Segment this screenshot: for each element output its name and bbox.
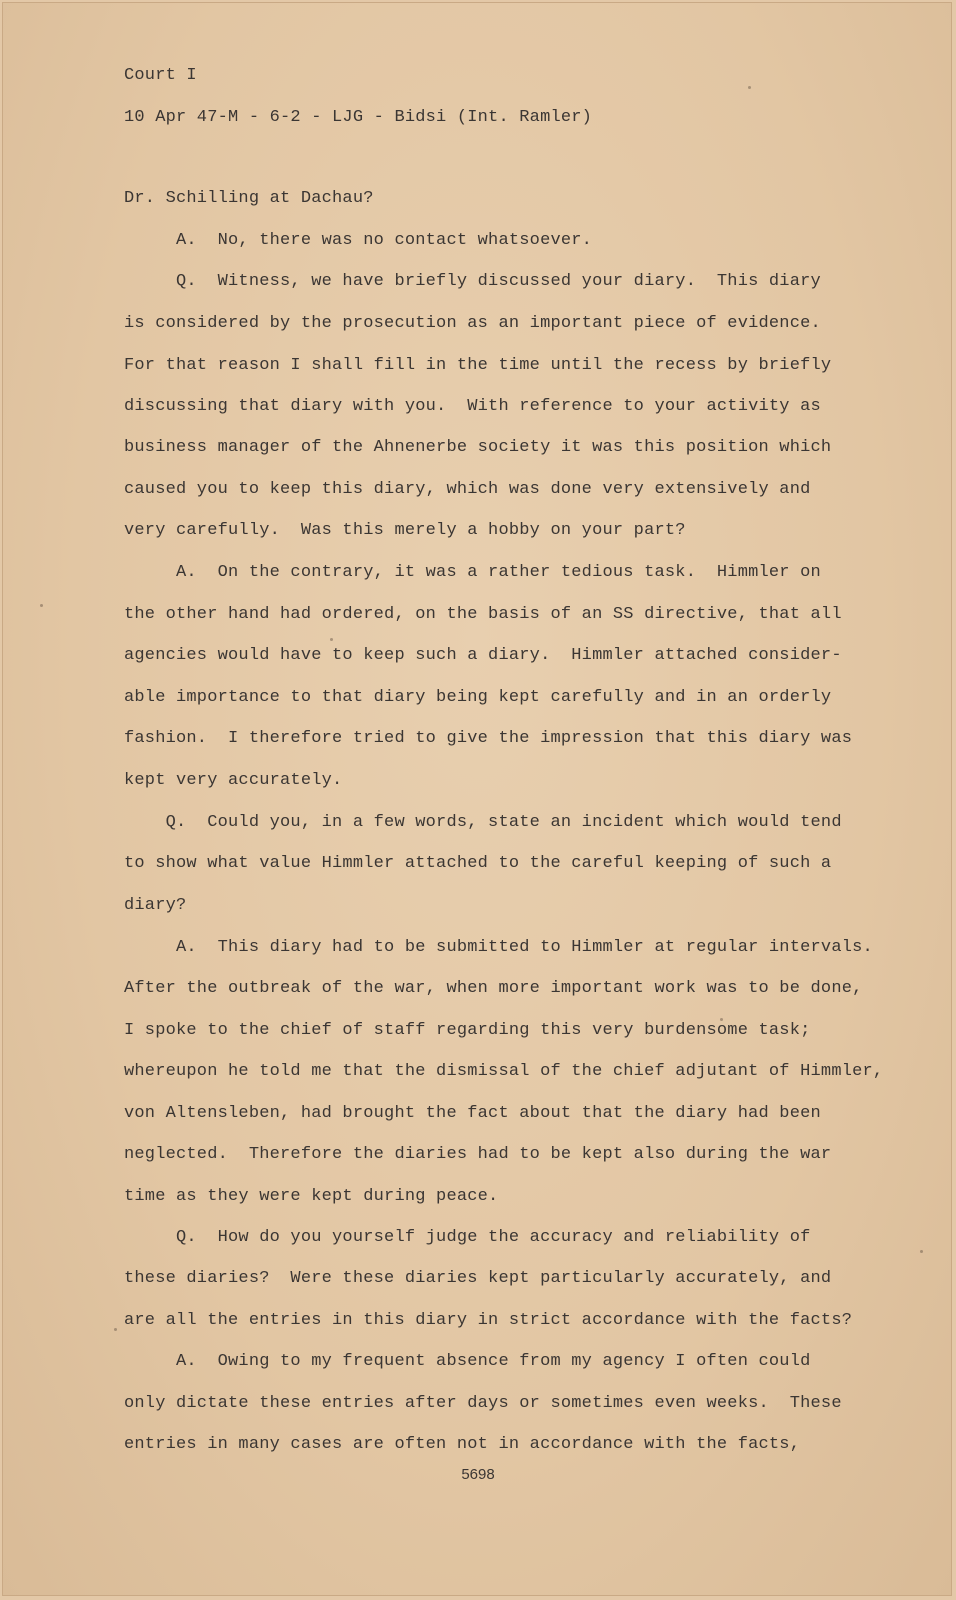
transcript-line: able importance to that diary being kept carefully and in an orderly [124,688,832,707]
transcript-line: neglected. Therefore the diaries had to be kept also during the war [124,1145,832,1164]
transcript-line: von Altensleben, had brought the fact about that the diary had been [124,1104,821,1123]
transcript-line: Q. Witness, we have briefly discussed your diary. This diary [124,272,821,291]
transcript-line: Q. Could you, in a few words, state an incident which would tend [124,813,842,832]
transcript-line: the other hand had ordered, on the basis of an SS directive, that all [124,605,842,624]
transcript-line: business manager of the Ahnenerbe society it was this position which [124,438,832,457]
paper-speck [920,1250,923,1253]
paper-speck [748,86,751,89]
transcript-line: For that reason I shall fill in the time until the recess by briefly [124,356,832,375]
transcript-line: kept very accurately. [124,771,343,790]
transcript-line: time as they were kept during peace. [124,1187,499,1206]
paper-speck [114,1328,117,1331]
session-header: 10 Apr 47-M - 6-2 - LJG - Bidsi (Int. Ramler) [124,108,593,127]
transcript-line: to show what value Himmler attached to the careful keeping of such a [124,854,832,873]
transcript-line: A. On the contrary, it was a rather tedious task. Himmler on [124,563,821,582]
transcript-line: very carefully. Was this merely a hobby on your part? [124,521,686,540]
transcript-line: A. No, there was no contact whatsoever. [124,231,593,250]
transcript-line: whereupon he told me that the dismissal of the chief adjutant of Himmler, [124,1062,884,1081]
paper-speck [330,638,333,641]
transcript-line: only dictate these entries after days or sometimes even weeks. These [124,1394,842,1413]
transcript-line: After the outbreak of the war, when more important work was to be done, [124,979,863,998]
transcript-line: Q. How do you yourself judge the accuracy and reliability of [124,1228,811,1247]
paper-speck [40,604,43,607]
transcript-line: are all the entries in this diary in strict accordance with the facts? [124,1311,853,1330]
transcript-line: I spoke to the chief of staff regarding this very burdensome task; [124,1021,811,1040]
paper-speck [720,1018,723,1021]
transcript-line: discussing that diary with you. With reference to your activity as [124,397,821,416]
transcript-line: diary? [124,896,187,915]
transcript-line: agencies would have to keep such a diary. Himmler attached consider- [124,646,842,665]
transcript-line: fashion. I therefore tried to give the impression that this diary was [124,729,853,748]
transcript-line: entries in many cases are often not in accordance with the facts, [124,1435,801,1454]
transcript-line: is considered by the prosecution as an important piece of evidence. [124,314,821,333]
transcript-line: Dr. Schilling at Dachau? [124,189,374,208]
transcript-line: A. Owing to my frequent absence from my agency I often could [124,1352,811,1371]
page-number: 5698 [461,1466,495,1483]
transcript-line: caused you to keep this diary, which was done very extensively and [124,480,811,499]
transcript-line: these diaries? Were these diaries kept particularly accurately, and [124,1269,832,1288]
court-header: Court I [124,66,197,85]
transcript-line: A. This diary had to be submitted to Himmler at regular intervals. [124,938,873,957]
